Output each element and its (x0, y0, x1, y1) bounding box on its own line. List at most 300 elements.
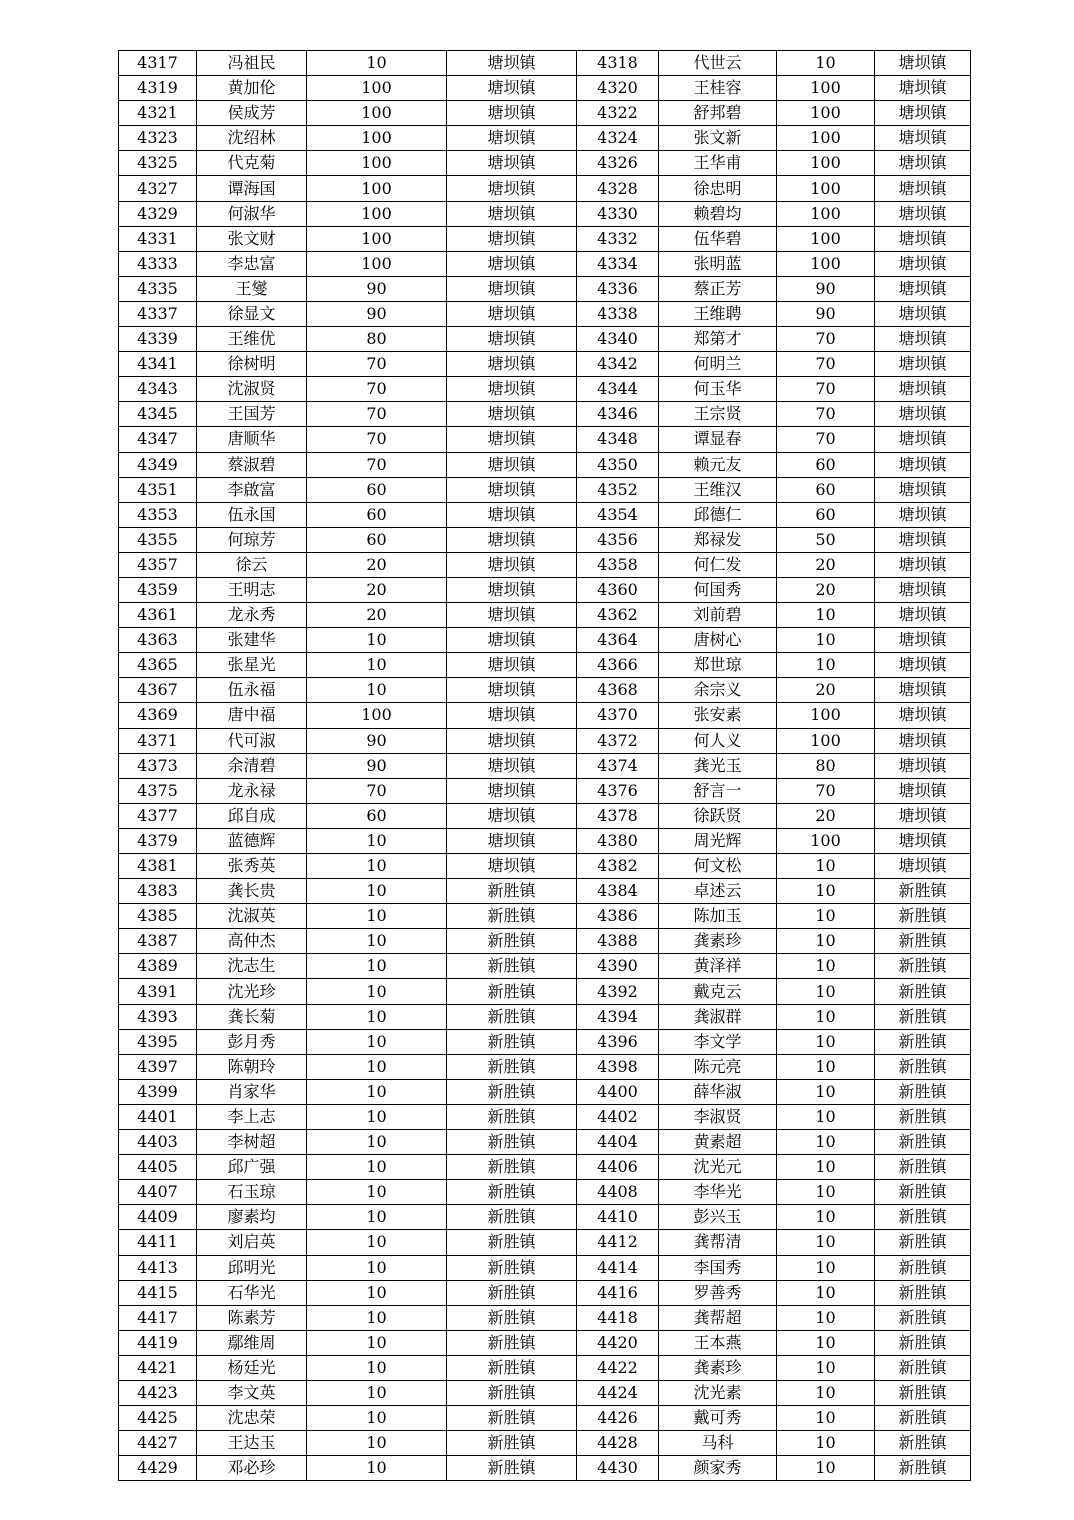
name-cell: 伍华碧 (659, 226, 777, 251)
amount-cell: 10 (307, 628, 447, 653)
name-cell: 唐顺华 (197, 427, 307, 452)
record-number-cell: 4368 (577, 678, 659, 703)
table-row (119, 879, 971, 904)
record-number-cell: 4367 (119, 678, 197, 703)
amount-cell: 10 (777, 1079, 875, 1104)
table-row (119, 1456, 971, 1481)
name-cell: 赖碧均 (659, 201, 777, 226)
name-cell: 邱明光 (197, 1255, 307, 1280)
amount-cell: 10 (307, 828, 447, 853)
town-cell: 新胜镇 (447, 1330, 577, 1355)
name-cell: 李国秀 (659, 1255, 777, 1280)
name-cell: 戴克云 (659, 979, 777, 1004)
town-cell: 新胜镇 (875, 1456, 971, 1481)
town-cell: 塘坝镇 (447, 678, 577, 703)
record-number-cell: 4391 (119, 979, 197, 1004)
table-row (119, 76, 971, 101)
amount-cell: 80 (777, 753, 875, 778)
amount-cell: 10 (307, 1230, 447, 1255)
name-cell: 伍永福 (197, 678, 307, 703)
town-cell: 新胜镇 (875, 1280, 971, 1305)
record-number-cell: 4377 (119, 803, 197, 828)
amount-cell: 10 (307, 1456, 447, 1481)
record-number-cell: 4322 (577, 101, 659, 126)
name-cell: 王本燕 (659, 1330, 777, 1355)
name-cell: 蔡正芳 (659, 276, 777, 301)
record-number-cell: 4403 (119, 1130, 197, 1155)
name-cell: 何淑华 (197, 201, 307, 226)
name-cell: 邱自成 (197, 803, 307, 828)
amount-cell: 10 (777, 1280, 875, 1305)
amount-cell: 100 (777, 728, 875, 753)
town-cell: 新胜镇 (447, 1380, 577, 1405)
record-number-cell: 4407 (119, 1180, 197, 1205)
name-cell: 侯成芳 (197, 101, 307, 126)
town-cell: 塘坝镇 (875, 653, 971, 678)
table-row (119, 1130, 971, 1155)
amount-cell: 50 (777, 527, 875, 552)
town-cell: 塘坝镇 (447, 854, 577, 879)
name-cell: 徐显文 (197, 301, 307, 326)
amount-cell: 10 (777, 879, 875, 904)
town-cell: 新胜镇 (447, 1230, 577, 1255)
town-cell: 塘坝镇 (875, 854, 971, 879)
amount-cell: 10 (307, 1355, 447, 1380)
table-row (119, 753, 971, 778)
town-cell: 新胜镇 (447, 1054, 577, 1079)
amount-cell: 10 (777, 603, 875, 628)
table-row (119, 226, 971, 251)
name-cell: 彭月秀 (197, 1029, 307, 1054)
table-row (119, 1431, 971, 1456)
name-cell: 沈淑贤 (197, 377, 307, 402)
amount-cell: 10 (307, 1406, 447, 1431)
town-cell: 塘坝镇 (875, 603, 971, 628)
name-cell: 李淑贤 (659, 1104, 777, 1129)
amount-cell: 10 (307, 678, 447, 703)
amount-cell: 10 (307, 1180, 447, 1205)
table-row (119, 1029, 971, 1054)
record-number-cell: 4353 (119, 502, 197, 527)
name-cell: 舒邦碧 (659, 101, 777, 126)
record-number-cell: 4325 (119, 151, 197, 176)
town-cell: 新胜镇 (875, 979, 971, 1004)
amount-cell: 60 (307, 803, 447, 828)
town-cell: 新胜镇 (875, 1104, 971, 1129)
table-row (119, 904, 971, 929)
table-row (119, 929, 971, 954)
name-cell: 徐树明 (197, 352, 307, 377)
town-cell: 塘坝镇 (875, 803, 971, 828)
amount-cell: 20 (777, 552, 875, 577)
record-number-cell: 4348 (577, 427, 659, 452)
amount-cell: 60 (307, 502, 447, 527)
town-cell: 新胜镇 (447, 1180, 577, 1205)
table-row (119, 101, 971, 126)
town-cell: 新胜镇 (875, 1205, 971, 1230)
town-cell: 新胜镇 (875, 904, 971, 929)
name-cell: 何琼芳 (197, 527, 307, 552)
amount-cell: 10 (777, 1054, 875, 1079)
amount-cell: 10 (777, 1104, 875, 1129)
town-cell: 塘坝镇 (447, 126, 577, 151)
amount-cell: 10 (777, 1180, 875, 1205)
amount-cell: 70 (307, 778, 447, 803)
name-cell: 陈元亮 (659, 1054, 777, 1079)
record-number-cell: 4357 (119, 552, 197, 577)
town-cell: 塘坝镇 (875, 276, 971, 301)
table-row (119, 151, 971, 176)
record-number-cell: 4413 (119, 1255, 197, 1280)
town-cell: 塘坝镇 (875, 502, 971, 527)
town-cell: 新胜镇 (447, 1431, 577, 1456)
record-number-cell: 4343 (119, 377, 197, 402)
amount-cell: 20 (307, 603, 447, 628)
town-cell: 塘坝镇 (875, 402, 971, 427)
record-number-cell: 4337 (119, 301, 197, 326)
town-cell: 塘坝镇 (447, 603, 577, 628)
amount-cell: 10 (307, 1029, 447, 1054)
table-row (119, 1230, 971, 1255)
table-row (119, 452, 971, 477)
amount-cell: 10 (307, 854, 447, 879)
amount-cell: 90 (307, 301, 447, 326)
name-cell: 余清碧 (197, 753, 307, 778)
record-number-cell: 4347 (119, 427, 197, 452)
record-number-cell: 4386 (577, 904, 659, 929)
town-cell: 新胜镇 (447, 904, 577, 929)
name-cell: 李文学 (659, 1029, 777, 1054)
amount-cell: 100 (777, 251, 875, 276)
amount-cell: 70 (777, 377, 875, 402)
amount-cell: 100 (777, 828, 875, 853)
town-cell: 塘坝镇 (447, 201, 577, 226)
name-cell: 邓必珍 (197, 1456, 307, 1481)
record-number-cell: 4379 (119, 828, 197, 853)
record-number-cell: 4424 (577, 1380, 659, 1405)
town-cell: 新胜镇 (875, 1029, 971, 1054)
amount-cell: 10 (777, 1305, 875, 1330)
amount-cell: 10 (777, 1355, 875, 1380)
table-row (119, 803, 971, 828)
town-cell: 塘坝镇 (875, 176, 971, 201)
amount-cell: 10 (307, 1255, 447, 1280)
record-number-cell: 4415 (119, 1280, 197, 1305)
record-number-cell: 4428 (577, 1431, 659, 1456)
amount-cell: 100 (307, 251, 447, 276)
table-row (119, 703, 971, 728)
record-number-cell: 4414 (577, 1255, 659, 1280)
town-cell: 塘坝镇 (447, 377, 577, 402)
town-cell: 新胜镇 (447, 879, 577, 904)
name-cell: 龙永禄 (197, 778, 307, 803)
record-number-cell: 4430 (577, 1456, 659, 1481)
name-cell: 李啟富 (197, 477, 307, 502)
name-cell: 王明志 (197, 577, 307, 602)
name-cell: 罗善秀 (659, 1280, 777, 1305)
table-row (119, 1054, 971, 1079)
record-number-cell: 4402 (577, 1104, 659, 1129)
record-number-cell: 4393 (119, 1004, 197, 1029)
amount-cell: 10 (777, 1456, 875, 1481)
record-number-cell: 4365 (119, 653, 197, 678)
table-row (119, 1104, 971, 1129)
table-row (119, 628, 971, 653)
record-number-cell: 4328 (577, 176, 659, 201)
town-cell: 新胜镇 (875, 879, 971, 904)
amount-cell: 100 (307, 151, 447, 176)
table-row (119, 778, 971, 803)
table-row (119, 427, 971, 452)
amount-cell: 10 (307, 1380, 447, 1405)
town-cell: 塘坝镇 (447, 778, 577, 803)
name-cell: 龙永秀 (197, 603, 307, 628)
record-number-cell: 4382 (577, 854, 659, 879)
name-cell: 蔡淑碧 (197, 452, 307, 477)
town-cell: 新胜镇 (875, 1230, 971, 1255)
record-number-cell: 4338 (577, 301, 659, 326)
amount-cell: 10 (307, 1104, 447, 1129)
record-number-cell: 4384 (577, 879, 659, 904)
table-row (119, 979, 971, 1004)
table-row (119, 327, 971, 352)
town-cell: 塘坝镇 (875, 101, 971, 126)
amount-cell: 10 (307, 1305, 447, 1330)
amount-cell: 10 (777, 854, 875, 879)
record-number-cell: 4369 (119, 703, 197, 728)
town-cell: 塘坝镇 (447, 653, 577, 678)
town-cell: 塘坝镇 (875, 352, 971, 377)
name-cell: 石华光 (197, 1280, 307, 1305)
table-row (119, 1255, 971, 1280)
amount-cell: 10 (307, 1079, 447, 1104)
name-cell: 石玉琼 (197, 1180, 307, 1205)
amount-cell: 10 (777, 653, 875, 678)
amount-cell: 90 (307, 753, 447, 778)
amount-cell: 10 (307, 879, 447, 904)
record-number-cell: 4333 (119, 251, 197, 276)
record-number-cell: 4354 (577, 502, 659, 527)
amount-cell: 20 (777, 803, 875, 828)
town-cell: 塘坝镇 (447, 176, 577, 201)
amount-cell: 10 (307, 979, 447, 1004)
table-row (119, 276, 971, 301)
record-number-cell: 4344 (577, 377, 659, 402)
record-number-cell: 4417 (119, 1305, 197, 1330)
record-number-cell: 4346 (577, 402, 659, 427)
amount-cell: 100 (777, 703, 875, 728)
amount-cell: 10 (307, 1330, 447, 1355)
record-number-cell: 4360 (577, 577, 659, 602)
record-number-cell: 4366 (577, 653, 659, 678)
town-cell: 塘坝镇 (447, 101, 577, 126)
table-row (119, 1280, 971, 1305)
name-cell: 龚长贵 (197, 879, 307, 904)
town-cell: 塘坝镇 (875, 703, 971, 728)
record-number-cell: 4399 (119, 1079, 197, 1104)
record-number-cell: 4324 (577, 126, 659, 151)
amount-cell: 90 (777, 276, 875, 301)
record-number-cell: 4320 (577, 76, 659, 101)
name-cell: 沈光元 (659, 1155, 777, 1180)
town-cell: 塘坝镇 (447, 452, 577, 477)
record-number-cell: 4388 (577, 929, 659, 954)
amount-cell: 10 (307, 51, 447, 76)
town-cell: 塘坝镇 (875, 377, 971, 402)
name-cell: 赖元友 (659, 452, 777, 477)
name-cell: 肖家华 (197, 1079, 307, 1104)
town-cell: 塘坝镇 (875, 301, 971, 326)
name-cell: 杨廷光 (197, 1355, 307, 1380)
amount-cell: 70 (307, 427, 447, 452)
town-cell: 新胜镇 (447, 954, 577, 979)
name-cell: 代克菊 (197, 151, 307, 176)
record-number-cell: 4363 (119, 628, 197, 653)
amount-cell: 70 (307, 377, 447, 402)
amount-cell: 10 (777, 1205, 875, 1230)
town-cell: 塘坝镇 (447, 803, 577, 828)
amount-cell: 10 (777, 979, 875, 1004)
record-number-cell: 4416 (577, 1280, 659, 1305)
amount-cell: 10 (777, 1380, 875, 1405)
table-row (119, 1380, 971, 1405)
amount-cell: 10 (307, 1130, 447, 1155)
record-number-cell: 4321 (119, 101, 197, 126)
town-cell: 塘坝镇 (447, 427, 577, 452)
name-cell: 代可淑 (197, 728, 307, 753)
name-cell: 颜家秀 (659, 1456, 777, 1481)
amount-cell: 100 (307, 201, 447, 226)
amount-cell: 90 (307, 276, 447, 301)
name-cell: 马科 (659, 1431, 777, 1456)
table-row (119, 126, 971, 151)
town-cell: 塘坝镇 (447, 276, 577, 301)
name-cell: 龚帮清 (659, 1230, 777, 1255)
amount-cell: 100 (777, 101, 875, 126)
name-cell: 李树超 (197, 1130, 307, 1155)
record-number-cell: 4404 (577, 1130, 659, 1155)
amount-cell: 100 (777, 176, 875, 201)
name-cell: 高仲杰 (197, 929, 307, 954)
town-cell: 新胜镇 (447, 979, 577, 1004)
amount-cell: 20 (307, 552, 447, 577)
amount-cell: 20 (777, 577, 875, 602)
amount-cell: 100 (307, 176, 447, 201)
name-cell: 卓述云 (659, 879, 777, 904)
town-cell: 新胜镇 (875, 1180, 971, 1205)
town-cell: 新胜镇 (875, 954, 971, 979)
record-number-cell: 4418 (577, 1305, 659, 1330)
name-cell: 陈素芳 (197, 1305, 307, 1330)
town-cell: 新胜镇 (875, 1380, 971, 1405)
amount-cell: 70 (777, 402, 875, 427)
name-cell: 李文英 (197, 1380, 307, 1405)
name-cell: 张安素 (659, 703, 777, 728)
name-cell: 陈朝玲 (197, 1054, 307, 1079)
record-number-cell: 4356 (577, 527, 659, 552)
amount-cell: 10 (307, 904, 447, 929)
record-number-cell: 4401 (119, 1104, 197, 1129)
amount-cell: 60 (777, 452, 875, 477)
town-cell: 塘坝镇 (447, 352, 577, 377)
table-row (119, 1355, 971, 1380)
record-number-cell: 4419 (119, 1330, 197, 1355)
town-cell: 塘坝镇 (447, 477, 577, 502)
name-cell: 黄泽祥 (659, 954, 777, 979)
amount-cell: 100 (777, 126, 875, 151)
town-cell: 新胜镇 (447, 1305, 577, 1330)
record-number-cell: 4327 (119, 176, 197, 201)
name-cell: 沈绍林 (197, 126, 307, 151)
record-number-cell: 4410 (577, 1205, 659, 1230)
record-number-cell: 4389 (119, 954, 197, 979)
town-cell: 新胜镇 (875, 1431, 971, 1456)
name-cell: 沈忠荣 (197, 1406, 307, 1431)
record-number-cell: 4330 (577, 201, 659, 226)
record-number-cell: 4349 (119, 452, 197, 477)
town-cell: 新胜镇 (875, 1330, 971, 1355)
name-cell: 龚素珍 (659, 1355, 777, 1380)
amount-cell: 70 (777, 778, 875, 803)
table-row (119, 603, 971, 628)
table-row (119, 301, 971, 326)
name-cell: 邱广强 (197, 1155, 307, 1180)
amount-cell: 10 (777, 904, 875, 929)
town-cell: 新胜镇 (447, 1406, 577, 1431)
record-number-cell: 4387 (119, 929, 197, 954)
table-row (119, 552, 971, 577)
town-cell: 塘坝镇 (875, 226, 971, 251)
town-cell: 塘坝镇 (447, 76, 577, 101)
town-cell: 塘坝镇 (875, 452, 971, 477)
record-number-cell: 4362 (577, 603, 659, 628)
name-cell: 张明蓝 (659, 251, 777, 276)
name-cell: 沈志生 (197, 954, 307, 979)
name-cell: 沈光珍 (197, 979, 307, 1004)
amount-cell: 10 (307, 1280, 447, 1305)
record-number-cell: 4370 (577, 703, 659, 728)
town-cell: 塘坝镇 (875, 427, 971, 452)
record-number-cell: 4427 (119, 1431, 197, 1456)
town-cell: 新胜镇 (447, 1355, 577, 1380)
record-number-cell: 4335 (119, 276, 197, 301)
table-row (119, 954, 971, 979)
town-cell: 新胜镇 (875, 929, 971, 954)
amount-cell: 10 (307, 1431, 447, 1456)
name-cell: 徐跃贤 (659, 803, 777, 828)
record-number-cell: 4376 (577, 778, 659, 803)
record-number-cell: 4394 (577, 1004, 659, 1029)
table-row (119, 51, 971, 76)
record-number-cell: 4317 (119, 51, 197, 76)
name-cell: 李华光 (659, 1180, 777, 1205)
table-row (119, 502, 971, 527)
town-cell: 塘坝镇 (875, 477, 971, 502)
amount-cell: 10 (777, 1431, 875, 1456)
town-cell: 新胜镇 (447, 1255, 577, 1280)
amount-cell: 10 (777, 1406, 875, 1431)
record-number-cell: 4332 (577, 226, 659, 251)
town-cell: 塘坝镇 (875, 201, 971, 226)
name-cell: 薛华淑 (659, 1079, 777, 1104)
amount-cell: 70 (777, 327, 875, 352)
name-cell: 何人义 (659, 728, 777, 753)
table-row (119, 1004, 971, 1029)
table-row (119, 201, 971, 226)
name-cell: 徐云 (197, 552, 307, 577)
name-cell: 谭显春 (659, 427, 777, 452)
record-number-cell: 4342 (577, 352, 659, 377)
